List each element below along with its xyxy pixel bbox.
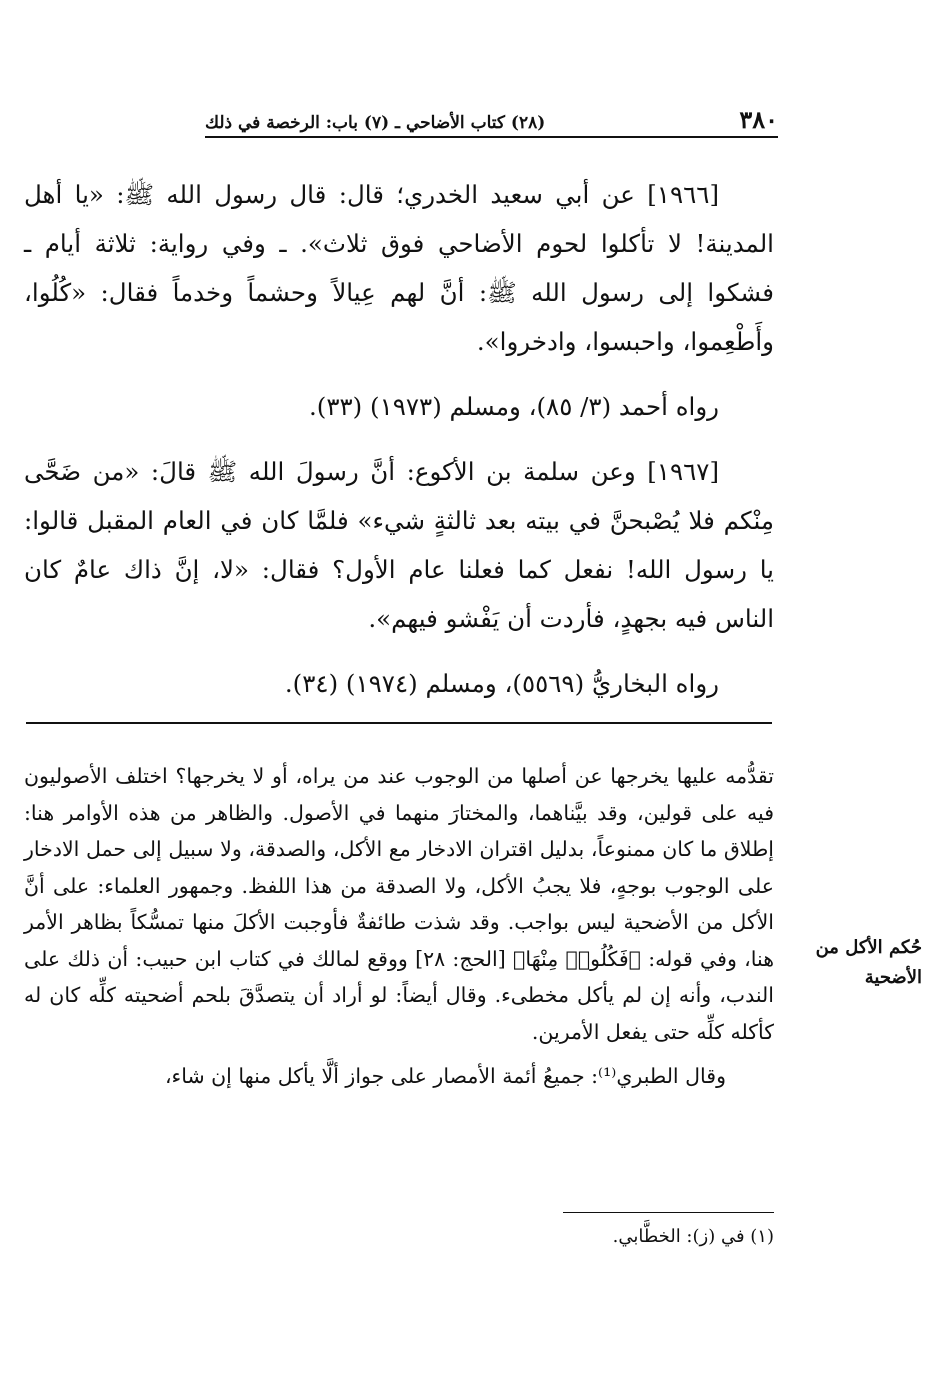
running-head: (٢٨) كتاب الأضاحي ـ (٧) باب: الرخصة في ذلك	[205, 113, 546, 133]
hadith-1967-reference: رواه البخاريُّ (٥٥٦٩)، ومسلم (١٩٧٤) (٣٤).	[284, 669, 719, 698]
margin-heading-line: الأضحية	[864, 967, 922, 988]
commentary-text	[24, 758, 774, 1095]
commentary-paragraph: تقدُّمه عليها يخرجها عن أصلها من الوجوب عند من يراه، أو لا يخرجها؟ اختلف الأصوليون فيه على قولين، وقد بيَّناهما، والمختارَ منهما في الأصول. والظاهر من هذه الأوامر هنا: إطلاق ما كان ممنوعاً، بدليل اقتران الادخار مع الأكل، والصدقة، ولا سبيل إلى حمل الادخار على الوجوب بوجهٍ، فلا يجبُ الأكل، ولا الصدقة من هذا اللفظ. وجمهور العلماء: على أنَّ الأكل من الأضحية ليس بواجب. وقد شذت طائفةٌ فأوجبت الأكلَ منها تمسُّكاً بظاهر الأمر هنا، وفي قوله: ﴿فَكُلُوا۟ مِنْهَا﴾ [الحج: ٢٨] ووقع لمالك في كتاب ابن حبيب: أن ذلك على الندب، وأنه إن لم يأكل مخطىء. وقال أيضاً: لو أراد أن يتصدَّقَ بلحم أضحيته كلِّه كان له كأكله كلِّه حتى يفعل الأمرين.	[24, 764, 775, 1044]
hadith-1966: [١٩٦٦] عن أبي سعيد الخدري؛ قال: قال رسول الله ﷺ: «يا أهل المدينة! لا تأكلوا لحوم الأضاحي فوق ثلاث». ـ وفي رواية: ثلاثة أيام ـ فشكوا إلى رسول الله ﷺ: أنَّ لهم عِيالاً وحشماً وخدماً فقال: «كُلُوا، وأَطْعِموا، واحبسوا، وادخروا».	[24, 180, 774, 356]
hadith-1966-reference: رواه أحمد (٣/ ٨٥)، ومسلم (١٩٧٣) (٣٣).	[308, 392, 719, 421]
margin-heading	[780, 933, 922, 993]
margin-heading-line: حُكم الأكل من	[815, 937, 922, 958]
page-number: ٣٨٠	[739, 105, 778, 134]
commentary-divider	[26, 722, 772, 724]
main-text	[24, 170, 774, 724]
page-header	[205, 96, 778, 138]
hadith-1967: [١٩٦٧] وعن سلمة بن الأكوع: أنَّ رسولَ الله ﷺ قالَ: «من ضَحَّى مِنْكم فلا يُصْبحنَّ في بيته بعد ثالثةٍ شيء» فلمَّا كان في العام المقبل قالوا: يا رسول الله! نفعل كما فعلنا عام الأول؟ فقال: «لا، إنَّ ذاك عامٌ كان الناس فيه بجهدٍ، فأردت أن يَفْشو فيهم».	[24, 457, 774, 633]
footnote: (١) في (ز): الخطَّابي.	[612, 1226, 774, 1247]
footnote-divider	[563, 1212, 774, 1213]
commentary-paragraph: وقال الطبري⁽¹⁾: جميعُ أئمة الأمصار على جواز ألَّا يأكل منها إن شاء،	[164, 1064, 726, 1088]
